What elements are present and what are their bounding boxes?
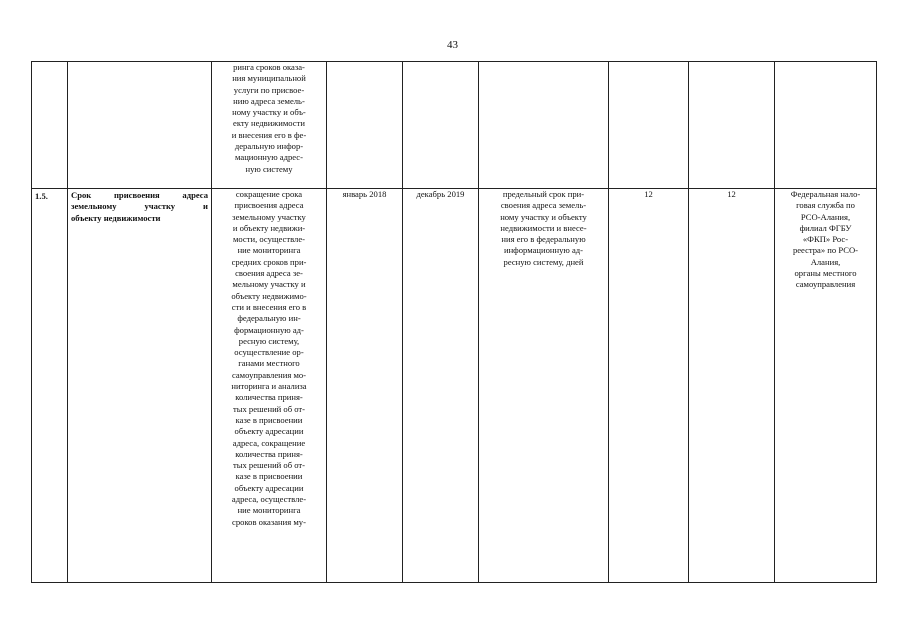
cell-responsible xyxy=(775,189,877,583)
cell-value-1: 12 xyxy=(609,189,689,583)
cell-number-empty xyxy=(32,62,68,189)
cell-value1-empty xyxy=(609,62,689,189)
content-text: сокращение срока присвоения адреса земельному участку и объекту недвижи- мости, осуществле- ние мониторинга средних сроков при- своения адреса зе- мельному участку и объекту недвижимо- сти и внесения его в федеральную ин- формационную ад- ресную систему, осуществление ор- ганами местного самоуправления мо- ниторинга и анализа количества приня- тых решений об от- казе в присвоении объекту адресации адреса, сокращение количества приня- тых решений об от- казе в присвоении объекту адресации адреса, осуществле- ние мониторинга сроков оказания му- xyxy=(231,189,307,527)
cell-end: декабрь 2019 xyxy=(403,189,479,583)
cell-indicator xyxy=(479,189,609,583)
cell-content xyxy=(212,189,327,583)
table-row-1-5 xyxy=(32,189,877,583)
name-line-3: объекту недвижимости xyxy=(71,212,161,223)
page-number: 43 xyxy=(447,39,458,51)
cell-start: январь 2018 xyxy=(327,189,403,583)
cell-name-empty xyxy=(68,62,212,189)
table-row-continuation xyxy=(32,62,877,189)
cell-value2-empty xyxy=(689,62,775,189)
content-continuation-text: ринга сроков оказа- ния муниципальной услуги по присвое- нию адреса земель- ному участку и объ- екту недвижимости и внесения его в фе- деральную инфор- мационную адрес- ную систему xyxy=(231,62,307,174)
cell-value-2: 12 xyxy=(689,189,775,583)
responsible-text: Федеральная нало- говая служба по РСО-Алания, филиал ФГБУ «ФКП» Рос- реестра» по РСО- Алания, органы местного самоуправления xyxy=(790,189,861,290)
cell-responsible-empty xyxy=(775,62,877,189)
cell-content-continuation xyxy=(212,62,327,189)
name-line-2: земельному участку и xyxy=(71,201,208,212)
cell-name xyxy=(68,189,212,583)
plan-table xyxy=(31,61,877,583)
cell-start-empty xyxy=(327,62,403,189)
cell-number: 1.5. xyxy=(32,189,68,583)
cell-indicator-empty xyxy=(479,62,609,189)
cell-end-empty xyxy=(403,62,479,189)
indicator-text: предельный срок при- своения адреса земель- ному участку и объекту недвижимости и внесе- ния его в федеральную информационную ад- ресную систему, дней xyxy=(500,189,587,267)
name-line-1: Срок присвоения адреса xyxy=(71,190,208,200)
